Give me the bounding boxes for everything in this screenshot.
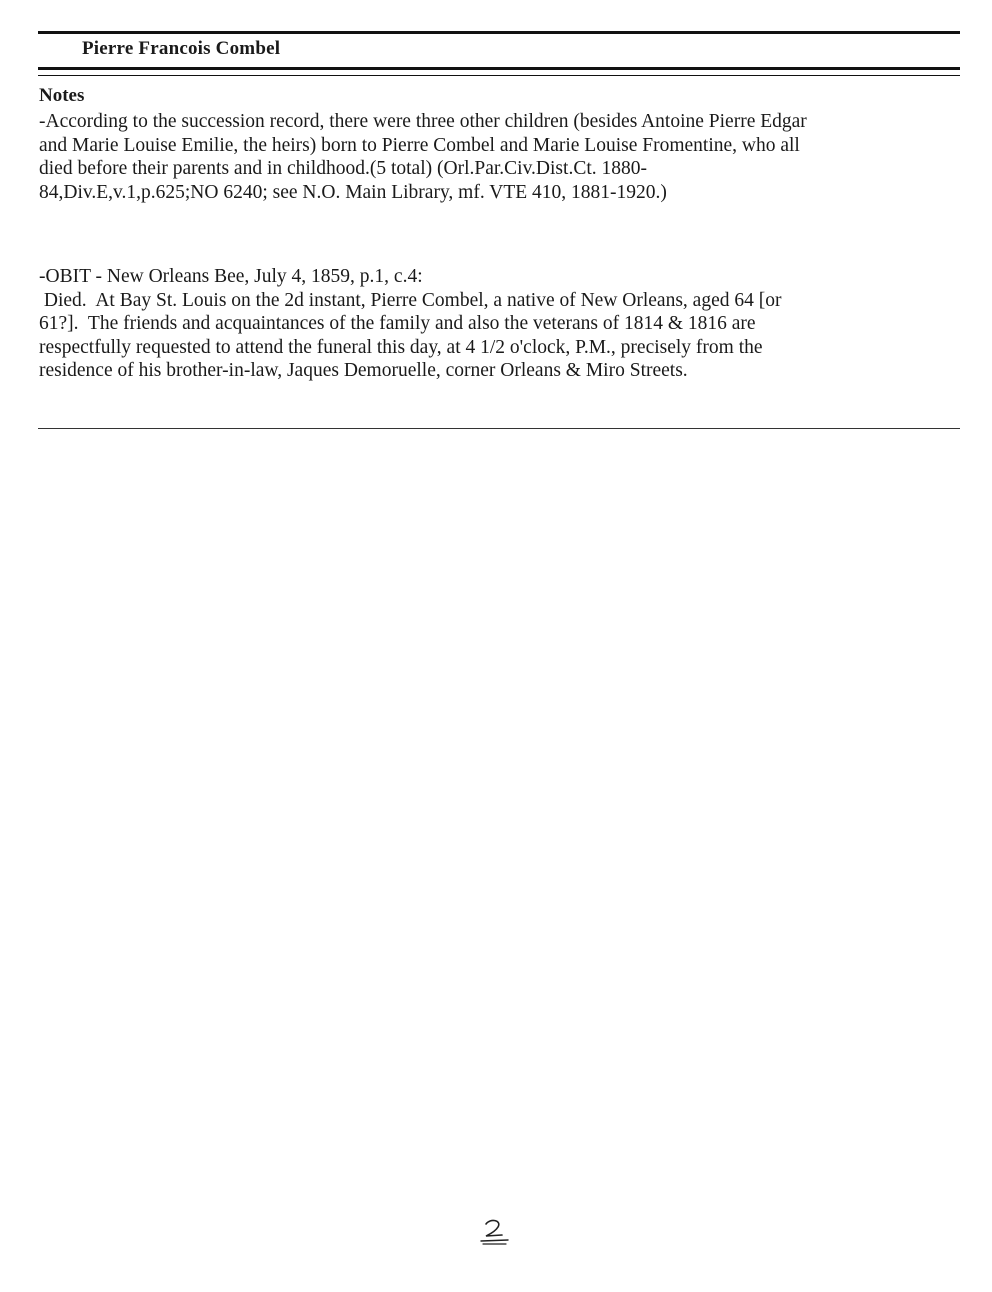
notes-heading: Notes — [39, 85, 85, 106]
person-name: Pierre Francois Combel — [82, 38, 281, 59]
text-line: respectfully requested to attend the funeral this day, at 4 1/2 o'clock, P.M., precisely from the — [39, 336, 763, 358]
text-line: -OBIT - New Orleans Bee, July 4, 1859, p.1, c.4: — [39, 266, 423, 287]
text-line: Died. At Bay St. Louis on the 2d instant, Pierre Combel, a native of New Orleans, aged 64 [or — [39, 289, 782, 311]
name-underline-thin — [38, 75, 960, 76]
text-line: 61?]. The friends and acquaintances of the family and also the veterans of 1814 & 1816 are — [39, 313, 756, 334]
text-line: residence of his brother-in-law, Jaques Demoruelle, corner Orleans & Miro Streets. — [39, 360, 688, 381]
handwritten-page-number — [478, 1218, 518, 1248]
handwritten-page-number-mark — [478, 1218, 518, 1248]
text-line: and Marie Louise Emilie, the heirs) born to Pierre Combel and Marie Louise Fromentine, who all — [39, 134, 800, 156]
text-line: died before their parents and in childhood.(5 total) (Orl.Par.Civ.Dist.Ct. 1880- — [39, 158, 647, 179]
top-rule — [38, 31, 960, 34]
succession-note — [39, 110, 964, 204]
obituary-note — [39, 265, 964, 383]
text-line: -According to the succession record, there were three other children (besides Antoine Pierre Edgar — [39, 111, 807, 132]
bottom-rule — [38, 428, 960, 429]
text-line: 84,Div.E,v.1,p.625;NO 6240; see N.O. Main Library, mf. VTE 410, 1881-1920.) — [39, 181, 667, 203]
name-underline-thick — [38, 67, 960, 70]
